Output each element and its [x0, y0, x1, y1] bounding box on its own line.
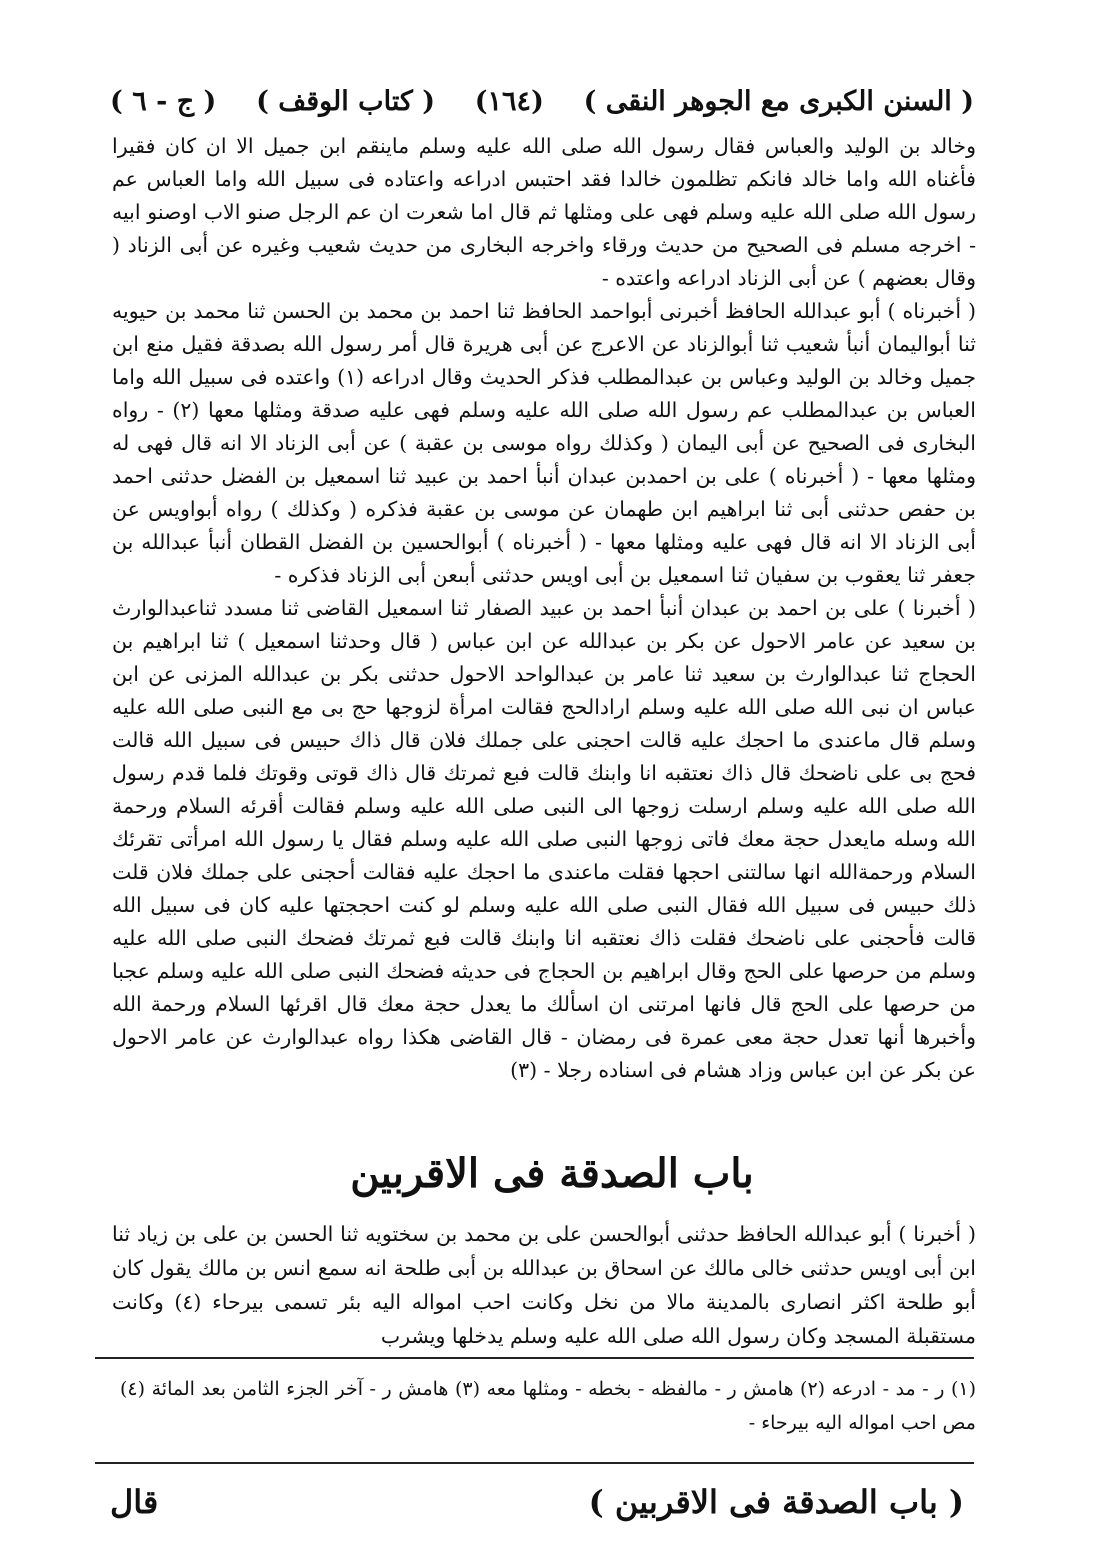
chapter-title: ( كتاب الوقف )	[256, 85, 436, 117]
volume-number: ( ج - ٦ )	[110, 85, 217, 117]
main-text	[112, 130, 976, 1087]
paragraph: ( أخبرنا ) على بن احمد بن عبدان أنبأ احمد بن عبيد الصفار ثنا اسمعيل القاضى ثنا مسدد ثناعبدالوارث بن سعيد عن عامر الاحول عن بكر بن عبدالله عن ابن عباس ( قال وحدثنا اسمعيل ) ثنا ابراهيم بن الحجاج ثنا عبدالوارث بن سعيد ثنا عامر بن عبدالواحد الاحول حدثنى بكر بن عبدالله المزنى عن ابن عباس ان نبى الله صلى الله عليه وسلم ارادالحج فقالت امرأة لزوجها حج بى مع النبى صلى الله عليه وسلم قال ماعندى ما احجك عليه قالت احجنى على جملك فلان قال ذاك حبيس فى سبيل الله قالت فحج بى على ناضحك قال ذاك نعتقبه انا وابنك قالت فبع ثمرتك قال ذاك قوتى وقوتك فلما قدم رسول الله صلى الله عليه وسلم ارسلت زوجها الى النبى صلى الله عليه وسلم فقالت أقرئه السلام ورحمة الله وسله مايعدل حجة معك فاتى زوجها النبى صلى الله عليه وسلم فقال يا رسول الله امرأتى تقرئك السلام ورحمةالله انها سالتنى احجها فقلت ماعندى ما احجك عليه فقالت أحجنى على جملك فلان قلت ذلك حبيس فى سبيل الله فقال النبى صلى الله عليه وسلم لو كنت احججتها عليه كان فى سبيل الله قالت فأحجنى على ناضحك فقلت ذاك نعتقبه انا وابنك قالت فبع ثمرتك فضحك النبى صلى الله عليه وسلم من حرصها على الحج وقال ابراهيم بن الحجاج فى حديثه فضحك النبى صلى الله عليه وسلم عجبا من حرصها على الحج قال فانها امرتنى ان اسألك ما يعدل حجة معك قال اقرئها السلام ورحمة الله وأخبرها أنها تعدل حجة معى عمرة فى رمضان - قال القاضى هكذا رواه عبدالوارث عن عامر الاحول عن بكر عن ابن عباس وزاد هشام فى اسناده رجلا - (٣)	[112, 596, 976, 1082]
catchword-line	[110, 1475, 964, 1529]
page-number: (١٦٤)	[474, 85, 544, 117]
section-heading: باب الصدقة فى الاقربين	[350, 1150, 754, 1197]
catchword: قال	[110, 1483, 159, 1521]
paragraph: وخالد بن الوليد والعباس فقال رسول الله صلى الله عليه وسلم ماينقم ابن جميل الا ان كان فقيرا فأغناه الله واما خالد فانكم تظلمون خالدا فقد احتبس ادراعه واعتاده فى سبيل الله واما العباس عم رسول الله صلى الله عليه وسلم فهى على ومثلها ثم قال اما شعرت ان عم الرجل صنو الاب اوصنو ابيه - اخرجه مسلم فى الصحيح من حديث ورقاء واخرجه البخارى من حديث شعيب وغيره عن أبى الزناد ( وقال بعضهم ) عن أبى الزناد ادراعه واعتده -	[112, 134, 976, 290]
next-section-title: ( باب الصدقة فى الاقربين )	[588, 1483, 964, 1521]
section-text	[112, 1217, 976, 1353]
paragraph: ( أخبرنا ) أبو عبدالله الحافظ حدثنى أبوالحسن على بن محمد بن سختويه ثنا الحسن بن على بن زياد ثنا ابن أبى اويس حدثنى خالى مالك عن اسحاق بن عبدالله بن أبى طلحة انه سمع انس بن مالك يقول كان أبو طلحة اكثر انصارى بالمدينة مالا من نخل وكانت احب امواله اليه بئر تسمى بيرحاء (٤) وكانت مستقبلة المسجد وكان رسول الله صلى الله عليه وسلم يدخلها ويشرب	[112, 1222, 976, 1348]
footer-divider	[95, 1462, 974, 1464]
running-header	[110, 78, 974, 124]
footnotes: (١) ر - مد - ادرعه (٢) هامش ر - مالفظه - بخطه - ومثلها معه (٣) هامش ر - آخر الجزء الثامن بعد المائة (٤) مص احب امواله اليه بيرحاء -	[120, 1378, 977, 1434]
footnote-divider	[95, 1357, 974, 1359]
book-title: ( السنن الكبرى مع الجوهر النقى )	[583, 85, 974, 117]
paragraph: ( أخبرناه ) أبو عبدالله الحافظ أخبرنى أبواحمد الحافظ ثنا احمد بن محمد بن الحسن ثنا محمد بن حيويه ثنا أبواليمان أنبأ شعيب ثنا أبوالزناد عن الاعرج عن أبى هريرة قال أمر رسول الله بصدقة فقيل منع ابن جميل وخالد بن الوليد وعباس بن عبدالمطلب فذكر الحديث وقال ادراعه (١) واعتده فى سبيل الله واما العباس بن عبدالمطلب عم رسول الله صلى الله عليه وسلم فهى عليه صدقة ومثلها معها (٢) - رواه البخارى فى الصحيح عن أبى اليمان ( وكذلك رواه موسى بن عقبة ) عن أبى الزناد الا انه قال فهى له ومثلها معها - ( أخبرناه ) على بن احمدبن عبدان أنبأ احمد بن عبيد ثنا اسمعيل بن الفضل حدثنى احمد بن حفص حدثنى أبى ثنا ابراهيم ابن طهمان عن موسى بن عقبة فذكره ( وكذلك ) رواه أبواويس عن أبى الزناد الا انه قال فهى عليه ومثلها معها - ( أخبرناه ) أبوالحسين بن الفضل القطان أنبأ عبدالله بن جعفر ثنا يعقوب بن سفيان ثنا اسمعيل بن أبى اويس حدثنى أبىعن أبى الزناد فذكره -	[112, 299, 976, 587]
